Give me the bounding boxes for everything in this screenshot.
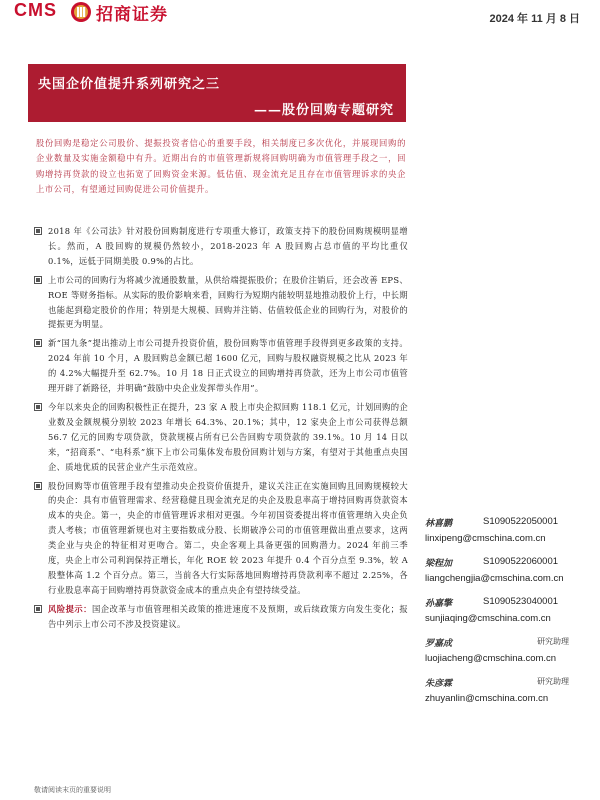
company-logo <box>14 0 214 24</box>
risk-warning <box>34 602 408 632</box>
key-point-text: 今年以来央企的回购积极性正在提升，23 家 A 股上市央企拟回购 118.1 亿元，计划回购的企业数及金额规模分别较 2023 年增长 64.3%、20.1%；其中，12 家央企上市公司获得总额 56.7 亿元的回购专项贷款，贷款规模占所有已公告回购专项贷款的 39.1%。10 月 14 日以来，“招商系”、“电科系”旗下上市公司集体发布股份回购计划与方案，有望对于其他重点央国企、质地优质的民营企业产生示范效应。 <box>48 401 408 472</box>
analyst-entry <box>425 596 575 636</box>
report-subtitle: ——股份回购专题研究 <box>253 103 394 118</box>
risk-text: 国企改革与市值管理相关政策的推进速度不及预期，或后续政策方向发生变化；报告中列示上市公司不涉及投资建议。 <box>48 603 408 629</box>
logo-text-cn: 招商证券 <box>96 5 168 25</box>
report-header <box>0 0 600 28</box>
key-point-text: 上市公司的回购行为将减少流通股数量，从供给端提振股价；在股价注销后，还会改善 EPS、ROE 等财务指标。从实际的股价影响来看，回购行为短期内能较明显地推动股价上行，中长期也能起到稳定股价的作用；特别是大规模、回购并注销、估值较低企业的回购行为，对股价的提振更为明显。 <box>48 274 408 330</box>
analyst-email[interactable]: sunjiaqing@cmschina.com.cn <box>425 613 551 624</box>
analyst-email[interactable]: liangchengjia@cmschina.com.cn <box>425 573 564 584</box>
analyst-list <box>425 516 575 716</box>
key-point <box>34 336 408 396</box>
logo-text-en: CMS <box>14 0 57 20</box>
analyst-email[interactable]: zhuyanlin@cmschina.com.cn <box>425 693 549 704</box>
logo-emblem-icon <box>70 1 92 23</box>
key-point <box>34 224 408 269</box>
key-point-text: 新“国九条”提出推动上市公司提升投资价值，股份回购等市值管理手段得到更多政策的支持。2024 年前 10 个月，A 股回购总金额已超 1600 亿元，回购与股权融资规模之比从 2023 年的 4.2%大幅提升至 62.7%。10 月 18 日正式设立的回购增持再贷款，还为上市公司市值管理开辟了新路径，并明确“鼓励中央企业发挥带头作用”。 <box>48 338 408 394</box>
analyst-license-id: S1090522060001 <box>483 556 559 567</box>
summary-paragraph: 股份回购是稳定公司股价、提振投资者信心的重要手段，相关制度已多次优化，并展现回购的企业数量及实施金额稳中有升。近期出台的市值管理新规将回购明确为市值管理手段之一，回购增持再贷款的设立也拓宽了回购资金来源。低估值、现金流充足且存在市值管理诉求的央企上市公司，有望通过回购促进公司价值提升。 <box>36 138 406 195</box>
analyst-name: 罗嘉成 <box>425 639 453 649</box>
key-point-text: 股份回购等市值管理手段有望推动央企投资价值提升，建议关注正在实施回购且回购规模较大的央企：具有市值管理需求、经营稳健且现金流充足的央企及股息率高于增持回购再贷款资本成本的央企。第一，央企的市值管理诉求相对更强。今年初国资委提出将市值管理纳入央企负责人考核；市值管理新规也对主要指数成分股、长期破净公司的市值管理做出重点要求，这两类企业与央企的特征相对更吻合。第二，央企客观上具备更强的回购潜力。2024 年前三季度，央企上市公司利润保持正增长，年化 ROE 较 2023 年提升 0.4 个百分点至 9.3%，较 A 股整体高 1.2 个百分点。第三，当前各大行实际落地回购增持再贷款利率不超过 2.25%，各行业股息率高于回购增持再贷款资金成本的重点央企有望持续受益。 <box>48 480 408 595</box>
report-date: 2024 年 11 月 8 日 <box>489 13 580 25</box>
analyst-role: 研究助理 <box>537 637 569 646</box>
analyst-name: 孙嘉擎 <box>425 599 453 609</box>
key-points-list <box>34 224 408 632</box>
title-banner <box>28 64 406 122</box>
analyst-license-id: S1090522050001 <box>483 516 559 527</box>
analyst-entry <box>425 516 575 556</box>
bullet-square-icon <box>34 403 42 411</box>
key-point <box>34 479 408 598</box>
bullet-square-icon <box>34 482 42 490</box>
analyst-role: 研究助理 <box>537 677 569 686</box>
key-point-text: 2018 年《公司法》针对股份回购制度进行专项重大修订，政策支持下的股份回购规模明显增长。然而，A 股回购的规模仍然较小，2018-2023 年 A 股回购占总市值的平均比重仅 0.1%，远低于同期美股 0.9%的占比。 <box>48 226 408 266</box>
risk-label: 风险提示： <box>48 603 92 614</box>
analyst-license-id: S1090523040001 <box>483 596 559 607</box>
analyst-email[interactable]: linxipeng@cmschina.com.cn <box>425 533 546 544</box>
key-point <box>34 400 408 475</box>
bullet-square-icon <box>34 227 42 235</box>
analyst-entry <box>425 636 575 676</box>
report-title: 央国企价值提升系列研究之三 <box>38 77 221 92</box>
analyst-email[interactable]: luojiacheng@cmschina.com.cn <box>425 653 557 664</box>
bullet-square-icon <box>34 339 42 347</box>
analyst-name: 林喜鹏 <box>425 519 453 529</box>
bullet-square-icon <box>34 276 42 284</box>
analyst-name: 梁程加 <box>425 559 453 569</box>
key-point <box>34 273 408 333</box>
footer-disclaimer: 敬请阅读末页的重要说明 <box>34 786 111 794</box>
analyst-entry <box>425 556 575 596</box>
analyst-entry <box>425 676 575 716</box>
analyst-name: 朱彦霖 <box>425 679 453 689</box>
bullet-square-icon <box>34 605 42 613</box>
